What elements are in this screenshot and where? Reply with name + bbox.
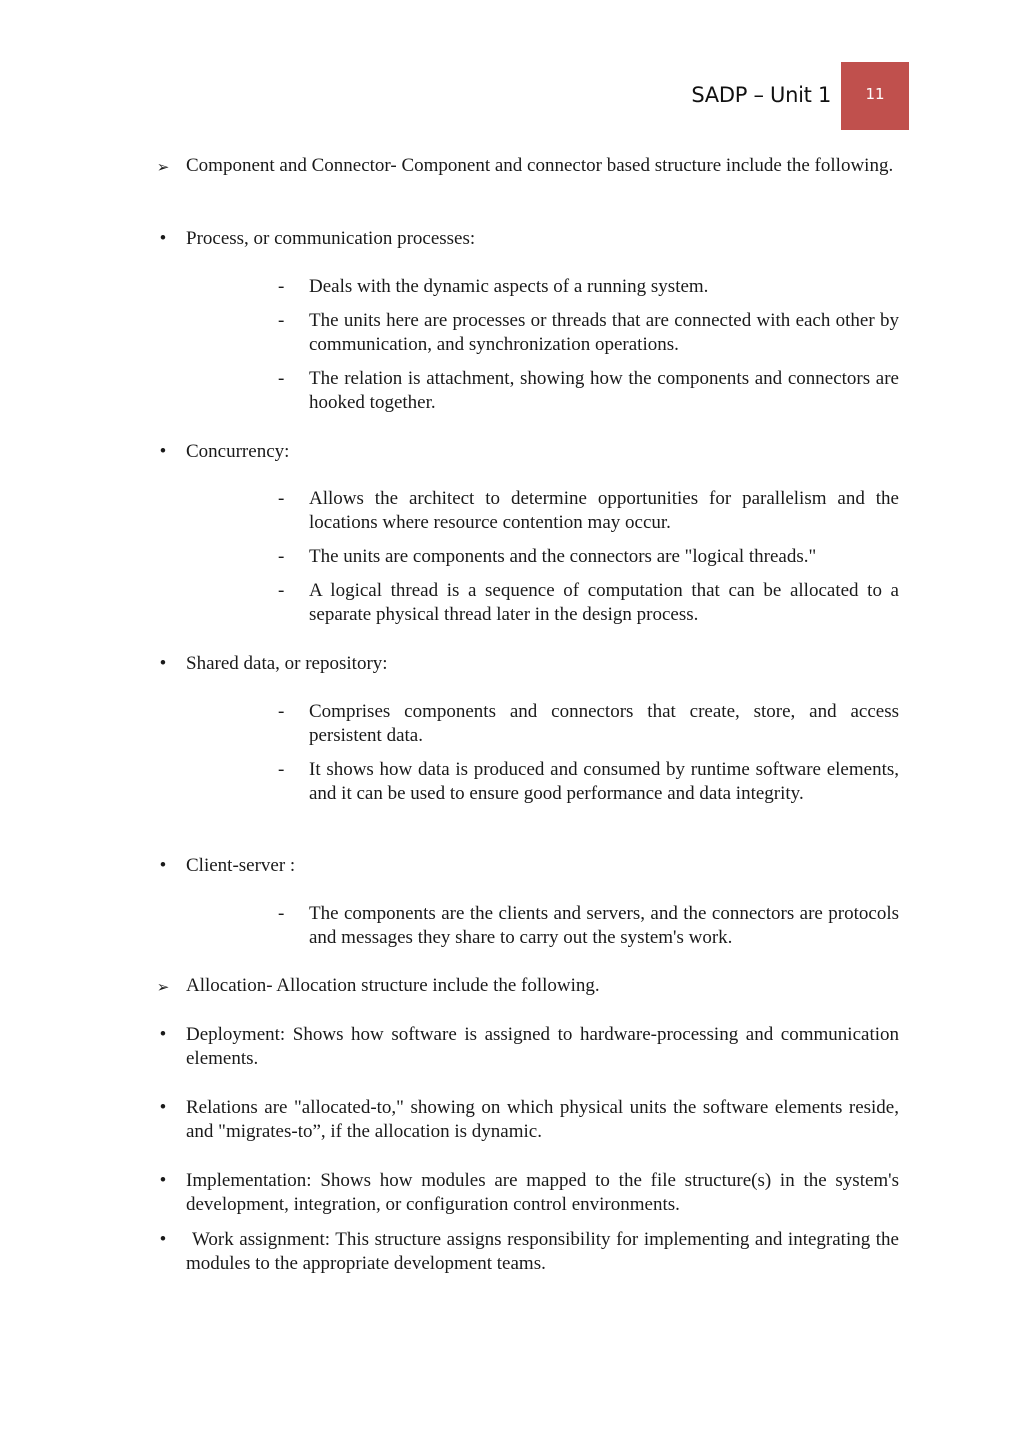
dash-icon: - (278, 701, 285, 722)
bullet-icon: • (159, 653, 167, 674)
list-item-relations: Relations are "allocated-to," showing on which physical units the software elements reside, and "migrates-to”, if the allocation is dynamic. (186, 1097, 899, 1142)
dash-icon: - (278, 276, 285, 297)
dash-icon: - (278, 903, 285, 924)
bullet-icon: • (159, 1024, 167, 1045)
dash-icon: - (278, 368, 285, 389)
dash-icon: - (278, 759, 285, 780)
sub-item: The units are components and the connectors are "logical threads." (309, 546, 817, 567)
list-item-deployment: Deployment: Shows how software is assigned to hardware-processing and communication elements. (186, 1024, 899, 1069)
sub-item: It shows how data is produced and consumed by runtime software elements, and it can be used to ensure good performance and data integrity. (309, 759, 899, 804)
bullet-icon: • (159, 855, 167, 876)
dash-icon: - (278, 580, 285, 601)
list-item-concurrency: Concurrency: (186, 441, 290, 462)
bullet-icon: • (159, 1170, 167, 1191)
bullet-icon: • (159, 1097, 167, 1118)
bullet-icon: • (159, 228, 167, 249)
bullet-icon: • (159, 441, 167, 462)
arrow-bullet-icon: ➢ (156, 158, 170, 176)
sub-item: A logical thread is a sequence of computation that can be allocated to a separate physical thread later in the design process. (309, 580, 899, 625)
sub-item: Deals with the dynamic aspects of a running system. (309, 276, 709, 297)
list-item-process: Process, or communication processes: (186, 228, 476, 249)
sub-item: Allows the architect to determine opportunities for parallelism and the locations where resource contention may occur. (309, 488, 899, 533)
dash-icon: - (278, 546, 285, 567)
list-item-work-assignment: Work assignment: This structure assigns responsibility for implementing and integrating the modules to the appropriate development teams. (186, 1229, 899, 1274)
list-item-shared-data: Shared data, or repository: (186, 653, 388, 674)
section-heading-allocation: Allocation- Allocation structure include the following. (186, 975, 600, 996)
sub-item: Comprises components and connectors that create, store, and access persistent data. (309, 701, 899, 746)
arrow-bullet-icon: ➢ (156, 978, 170, 996)
section-heading-component-connector: Component and Connector- Component and connector based structure include the following. (186, 155, 894, 176)
page-number-badge: 11 (841, 62, 909, 130)
list-item-client-server: Client-server : (186, 855, 296, 876)
sub-item: The components are the clients and servers, and the connectors are protocols and messages they share to carry out the system's work. (309, 903, 899, 948)
bullet-icon: • (159, 1229, 167, 1250)
header-title: SADP – Unit 1 (691, 83, 831, 107)
sub-item: The units here are processes or threads that are connected with each other by communication, and synchronization operations. (309, 310, 899, 355)
list-item-implementation: Implementation: Shows how modules are mapped to the file structure(s) in the system's development, integration, or configuration control environments. (186, 1170, 899, 1215)
dash-icon: - (278, 488, 285, 509)
sub-item: The relation is attachment, showing how the components and connectors are hooked together. (309, 368, 899, 413)
dash-icon: - (278, 310, 285, 331)
